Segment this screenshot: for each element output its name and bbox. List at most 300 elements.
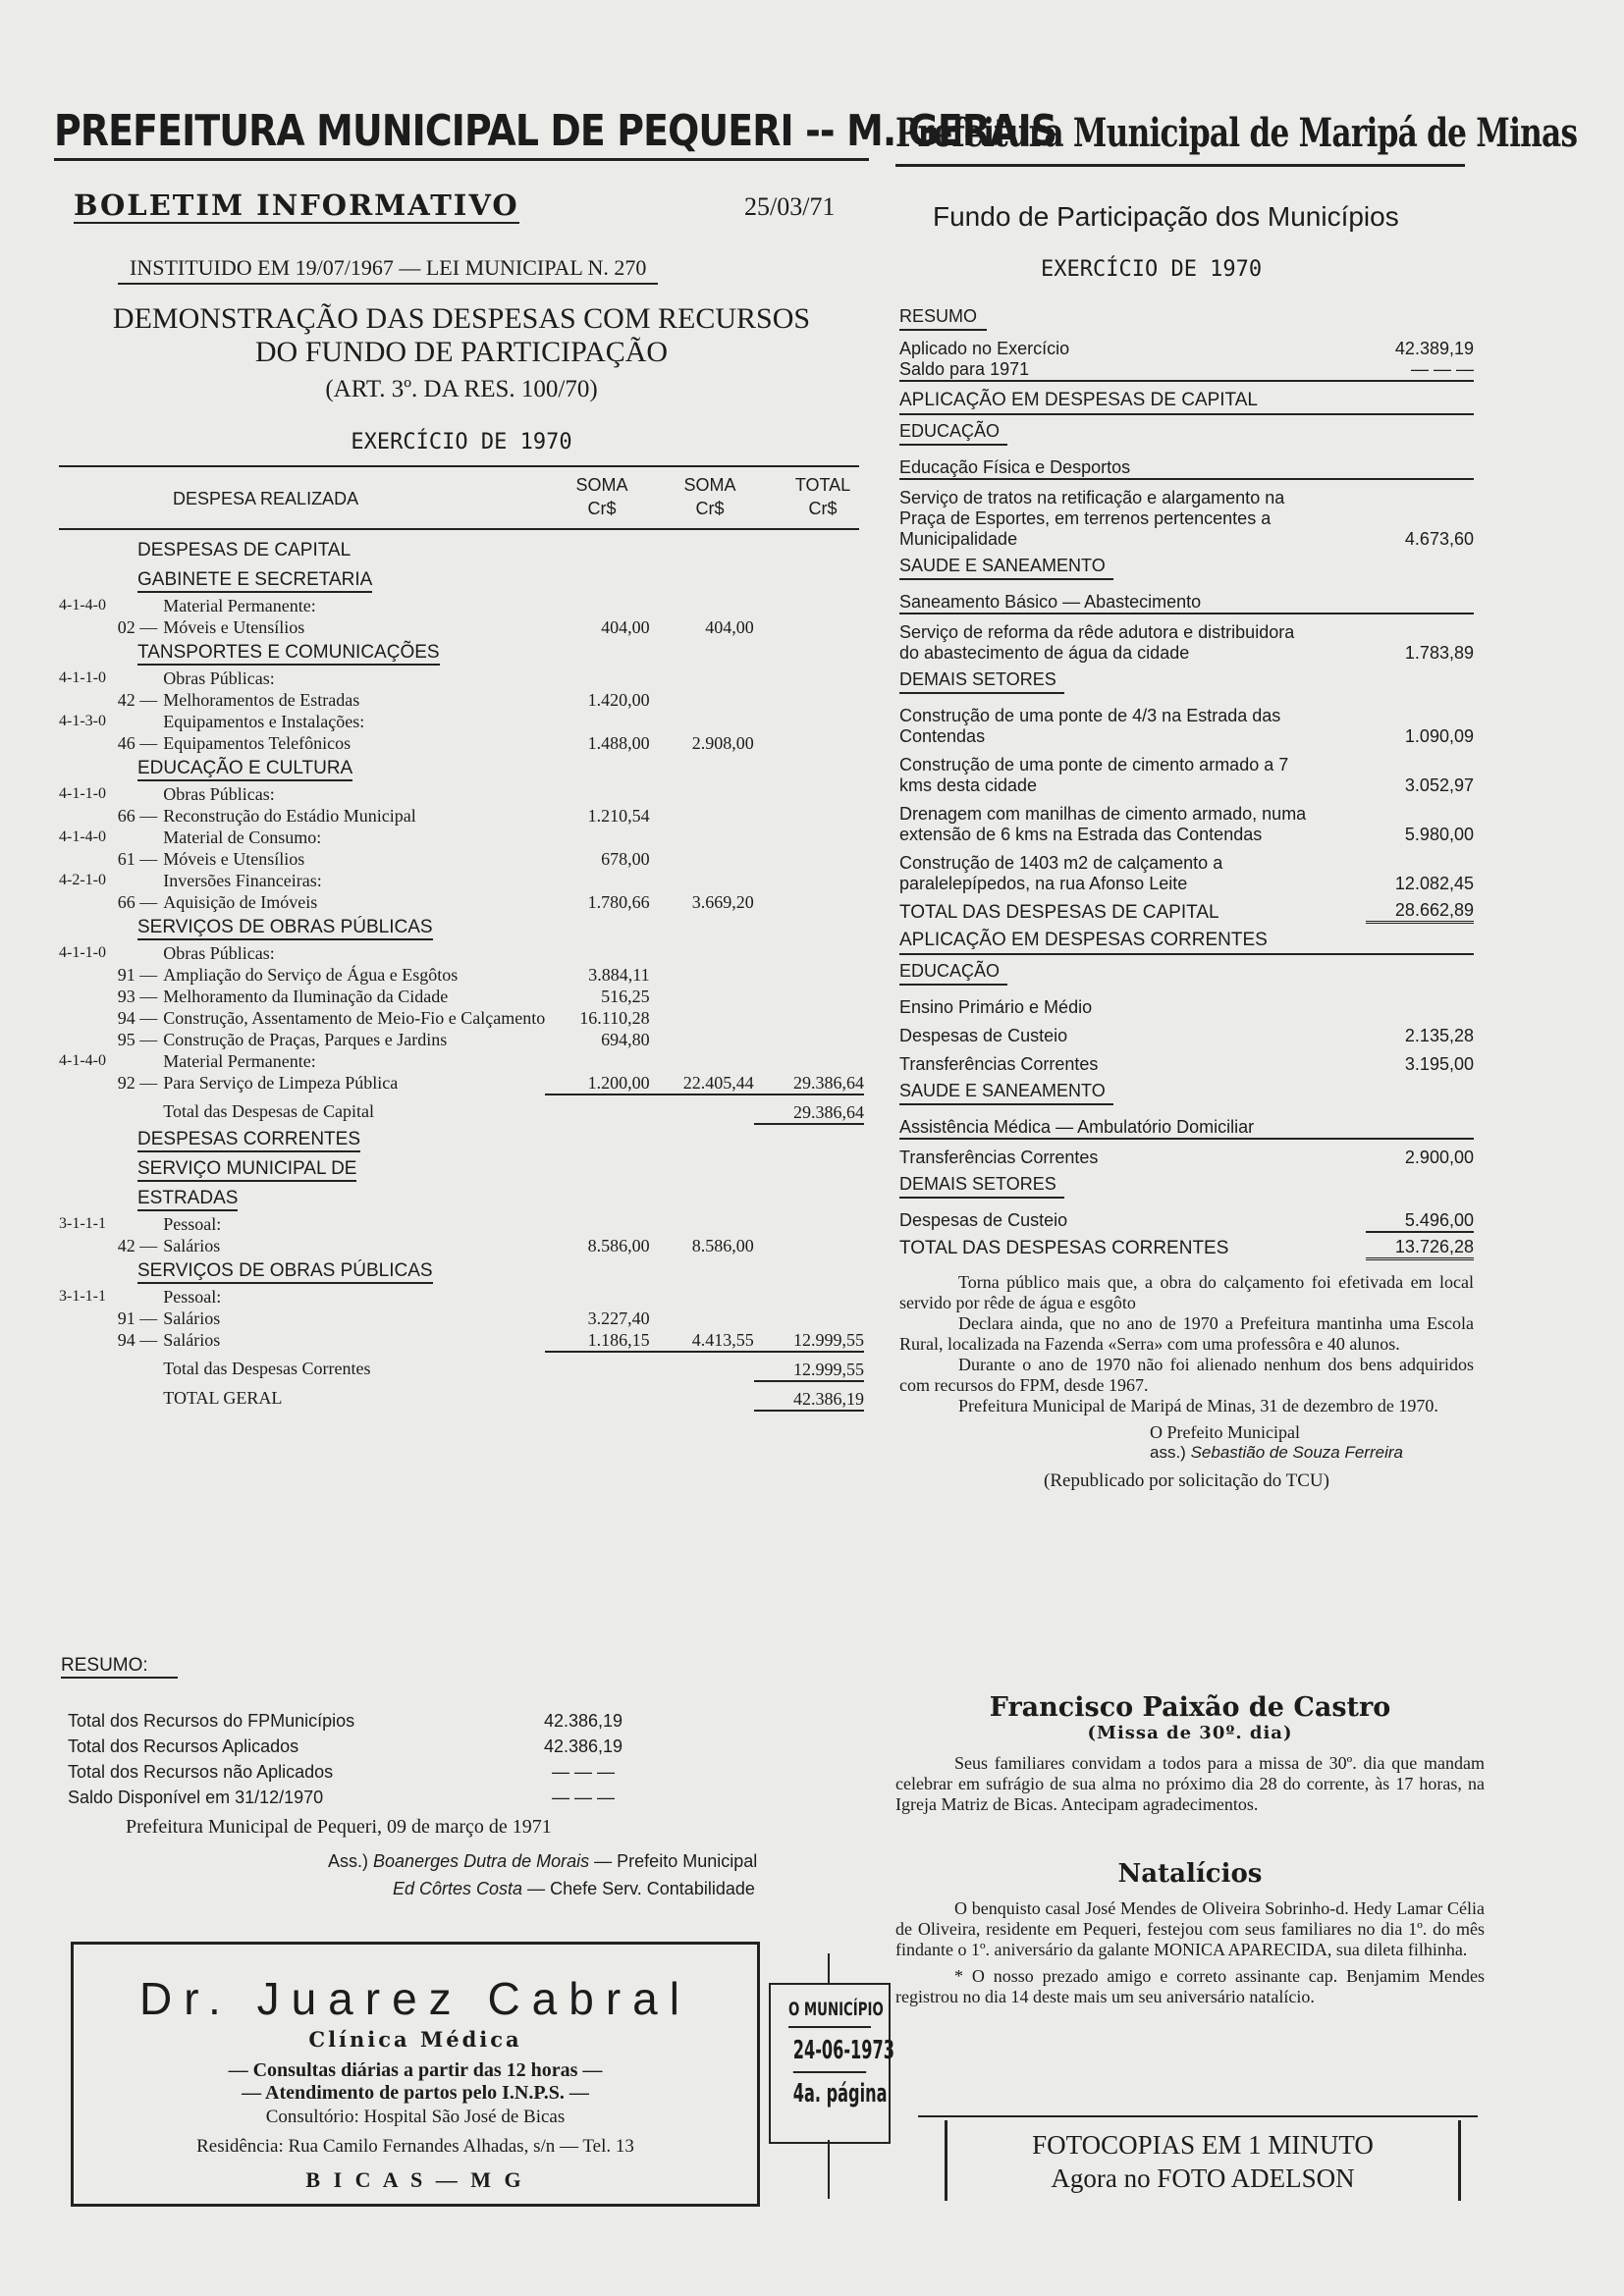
stamp-line-bottom bbox=[828, 2140, 830, 2199]
expense-table bbox=[59, 536, 864, 1412]
expense-num bbox=[113, 1095, 163, 1124]
expense-a3 bbox=[754, 732, 864, 754]
expense-row bbox=[59, 1007, 864, 1029]
expense-a3: 42.386,19 bbox=[754, 1381, 864, 1411]
expense-code bbox=[59, 1329, 113, 1352]
expense-row bbox=[59, 783, 864, 805]
foto-ad bbox=[945, 2120, 1461, 2201]
right-item-row bbox=[899, 698, 1474, 747]
expense-num bbox=[113, 711, 163, 732]
clinic-subtitle: Clínica Médica bbox=[308, 2027, 522, 2052]
resumo-row bbox=[67, 1759, 656, 1785]
obituary-sub: (Missa de 30º. dia) bbox=[1087, 1723, 1293, 1743]
expense-a2 bbox=[650, 827, 754, 848]
saldo-label: Saldo para 1971 bbox=[899, 359, 1366, 381]
total-capital-label: TOTAL DAS DESPESAS DE CAPITAL bbox=[899, 901, 1219, 923]
expense-desc: Equipamentos Telefônicos bbox=[163, 733, 352, 753]
right-item-value: 1.090,09 bbox=[1404, 726, 1474, 746]
expense-a1 bbox=[545, 870, 649, 891]
right-item-text: Transferências Correntes bbox=[899, 1148, 1099, 1167]
expense-a1: 3.227,40 bbox=[587, 1308, 650, 1328]
expense-a1: 3.884,11 bbox=[588, 965, 650, 985]
expense-a3 bbox=[754, 689, 864, 711]
section-heading-cell bbox=[59, 754, 864, 783]
expense-a1 bbox=[545, 595, 649, 616]
expense-a1: 404,00 bbox=[601, 617, 650, 637]
expense-num bbox=[113, 595, 163, 616]
right-item-row bbox=[899, 1202, 1474, 1231]
right-paragraphs bbox=[899, 1272, 1474, 1416]
section-heading-cell bbox=[59, 638, 864, 667]
expense-code bbox=[59, 1095, 113, 1124]
col-soma-1 bbox=[568, 473, 636, 520]
capital-heading: APLICAÇÃO EM DESPESAS DE CAPITAL bbox=[899, 384, 1474, 415]
col-soma-2-unit: Cr$ bbox=[695, 499, 725, 518]
expense-desc: Obras Públicas: bbox=[163, 943, 275, 963]
expense-desc: Material Permanente: bbox=[163, 1051, 316, 1071]
expense-desc: Obras Públicas: bbox=[163, 668, 275, 688]
resumo-value-cell: — — — bbox=[551, 1762, 615, 1782]
right-item-row bbox=[899, 584, 1474, 614]
right-item-text: Construção de uma ponte de 4/3 na Estrada das Contendas bbox=[899, 706, 1281, 746]
expense-code bbox=[59, 1308, 113, 1329]
expense-num bbox=[113, 827, 163, 848]
expense-a2 bbox=[650, 1029, 754, 1050]
clinic-name: Dr. Juarez Cabral bbox=[139, 1973, 691, 2024]
expense-desc: Salários bbox=[163, 1308, 221, 1328]
left-place-date: Prefeitura Municipal de Pequeri, 09 de março de 1971 bbox=[126, 1816, 552, 1838]
expense-a1: 8.586,00 bbox=[587, 1236, 650, 1255]
expense-code bbox=[59, 848, 113, 870]
saldo-value: — — — bbox=[1366, 359, 1474, 381]
expense-desc: Total das Despesas Correntes bbox=[163, 1359, 371, 1378]
expense-a3 bbox=[754, 891, 864, 913]
expense-row bbox=[59, 1072, 864, 1095]
col-soma-2-label: SOMA bbox=[683, 475, 736, 495]
right-item-row bbox=[899, 1046, 1474, 1075]
expense-row bbox=[59, 1050, 864, 1072]
expense-a2: 4.413,55 bbox=[650, 1329, 754, 1352]
section-heading-cell bbox=[59, 536, 864, 565]
clinic-line-2: — Atendimento de partos pelo I.N.P.S. — bbox=[242, 2082, 589, 2104]
right-section-title: EDUCAÇÃO bbox=[899, 415, 1007, 446]
expense-row bbox=[59, 1213, 864, 1235]
expense-a2 bbox=[650, 783, 754, 805]
expense-a2 bbox=[650, 1381, 754, 1411]
right-item-value: 1.783,89 bbox=[1404, 643, 1474, 663]
section-heading-cell bbox=[59, 565, 864, 595]
expense-code bbox=[59, 964, 113, 986]
right-item-row bbox=[899, 479, 1474, 550]
expense-num: 92 — bbox=[117, 1073, 158, 1093]
col-total bbox=[784, 473, 862, 520]
expense-code bbox=[59, 986, 113, 1007]
expense-a1 bbox=[545, 942, 649, 964]
expense-a1: 678,00 bbox=[601, 849, 650, 869]
expense-desc: Obras Públicas: bbox=[163, 784, 275, 804]
section-heading-text: SERVIÇOS DE OBRAS PÚBLICAS bbox=[137, 917, 433, 940]
expense-a1: 1.200,00 bbox=[545, 1072, 649, 1095]
right-item-text: Serviço de tratos na retificação e alargamento na Praça de Esportes, em terrenos pertencentes a Municipalidade bbox=[899, 488, 1285, 549]
aplicado-value: 42.389,19 bbox=[1394, 339, 1474, 358]
expense-a3 bbox=[754, 711, 864, 732]
expense-a3 bbox=[754, 964, 864, 986]
expense-row bbox=[59, 689, 864, 711]
col-soma-2 bbox=[676, 473, 744, 520]
expense-row bbox=[59, 1235, 864, 1256]
saldo-row bbox=[899, 359, 1474, 381]
section-heading bbox=[59, 1184, 864, 1213]
expense-a3 bbox=[754, 1050, 864, 1072]
expense-a1: 1.210,54 bbox=[587, 806, 650, 826]
col-soma-1-unit: Cr$ bbox=[587, 499, 617, 518]
title-line-1: DEMONSTRAÇÃO DAS DESPESAS COM RECURSOS bbox=[112, 302, 811, 335]
resumo-value-cell: 42.386,19 bbox=[543, 1736, 623, 1756]
expense-a2: 8.586,00 bbox=[691, 1236, 754, 1255]
section-heading-text: DESPESAS CORRENTES bbox=[137, 1129, 360, 1152]
expense-code: 4-1-4-0 bbox=[59, 828, 106, 845]
section-heading-text: ESTRADAS bbox=[137, 1188, 238, 1211]
clinic-line-1: — Consultas diárias a partir das 12 horas — bbox=[228, 2059, 603, 2081]
foto-ad-topline bbox=[918, 2115, 1478, 2117]
expense-num bbox=[113, 783, 163, 805]
expense-row bbox=[59, 986, 864, 1007]
right-item-value bbox=[1366, 450, 1474, 479]
expense-a1 bbox=[545, 711, 649, 732]
expense-code bbox=[59, 1029, 113, 1050]
boletim-date: 25/03/71 bbox=[744, 192, 836, 221]
expense-desc: Salários bbox=[163, 1236, 221, 1255]
republicado: (Republicado por solicitação do TCU) bbox=[1044, 1469, 1329, 1491]
expense-num bbox=[113, 870, 163, 891]
right-item-value bbox=[1366, 1109, 1474, 1139]
expense-a1 bbox=[545, 667, 649, 689]
expense-a3: 12.999,55 bbox=[754, 1329, 864, 1352]
sig-2-role: — Chefe Serv. Contabilidade bbox=[527, 1879, 755, 1898]
pequeri-masthead: PREFEITURA MUNICIPAL DE PEQUERI -- M. GERAIS bbox=[54, 106, 1057, 156]
expense-code: 4-2-1-0 bbox=[59, 872, 106, 888]
expense-a1 bbox=[545, 1050, 649, 1072]
expense-desc: TOTAL GERAL bbox=[163, 1388, 283, 1408]
expense-num: 95 — bbox=[117, 1030, 158, 1049]
right-masthead-rule bbox=[895, 164, 1465, 167]
expense-row bbox=[59, 667, 864, 689]
section-heading-cell bbox=[59, 1184, 864, 1213]
expense-num: 42 — bbox=[117, 1236, 158, 1255]
section-heading-text: SERVIÇOS DE OBRAS PÚBLICAS bbox=[137, 1260, 433, 1284]
expense-a3: 29.386,64 bbox=[754, 1095, 864, 1124]
expense-desc: Pessoal: bbox=[163, 1214, 222, 1234]
expense-code: 4-1-1-0 bbox=[59, 669, 106, 686]
section-heading-cell bbox=[59, 1154, 864, 1184]
sig-2-name: Ed Côrtes Costa bbox=[393, 1879, 523, 1898]
expense-code: 4-1-4-0 bbox=[59, 597, 106, 614]
expense-num: 66 — bbox=[117, 892, 158, 912]
expense-code bbox=[59, 1007, 113, 1029]
right-section-title: DEMAIS SETORES bbox=[899, 664, 1064, 694]
right-item-text: Educação Física e Desportos bbox=[899, 450, 1366, 479]
clinic-ad bbox=[71, 1942, 760, 2207]
expense-a1 bbox=[545, 1352, 649, 1381]
foto-line-2: Agora no FOTO ADELSON bbox=[1051, 2163, 1355, 2193]
expense-num bbox=[113, 1381, 163, 1411]
right-item-text: Assistência Médica — Ambulatório Domiciliar bbox=[899, 1109, 1366, 1139]
expense-a1: 694,80 bbox=[601, 1030, 650, 1049]
masthead-rule bbox=[54, 158, 869, 161]
expense-a2: 404,00 bbox=[705, 617, 754, 637]
expense-a3 bbox=[754, 805, 864, 827]
expense-row bbox=[59, 1286, 864, 1308]
expense-a2 bbox=[650, 1213, 754, 1235]
expense-row bbox=[59, 732, 864, 754]
correntes-sections bbox=[899, 955, 1474, 1231]
resumo-row bbox=[67, 1785, 656, 1810]
right-item-row bbox=[899, 1109, 1474, 1139]
expense-code bbox=[59, 891, 113, 913]
expense-desc: Equipamentos e Instalações: bbox=[163, 712, 365, 731]
expense-num bbox=[113, 667, 163, 689]
section-heading bbox=[59, 1154, 864, 1184]
capital-sections bbox=[899, 415, 1474, 894]
correntes-heading: APLICAÇÃO EM DESPESAS CORRENTES bbox=[899, 924, 1474, 955]
expense-a1 bbox=[545, 1095, 649, 1124]
expense-a3: 29.386,64 bbox=[754, 1072, 864, 1095]
right-exercicio: EXERCÍCIO DE 1970 bbox=[1041, 257, 1263, 282]
expense-row bbox=[59, 891, 864, 913]
expense-a3: 12.999,55 bbox=[754, 1352, 864, 1381]
right-item-row bbox=[899, 614, 1474, 664]
right-item-value: 3.195,00 bbox=[1404, 1054, 1474, 1074]
clinic-line-5: B I C A S — M G bbox=[305, 2167, 525, 2192]
maripa-masthead: Prefeitura Municipal de Maripá de Minas bbox=[895, 110, 1578, 156]
right-item-row bbox=[899, 989, 1474, 1018]
expense-row bbox=[59, 942, 864, 964]
section-heading bbox=[59, 1124, 864, 1154]
expense-num: 93 — bbox=[117, 987, 158, 1006]
expense-a3 bbox=[754, 1213, 864, 1235]
right-item-value: 2.900,00 bbox=[1404, 1148, 1474, 1167]
section-heading-text: SERVIÇO MUNICIPAL DE bbox=[137, 1158, 356, 1182]
expense-desc: Total das Despesas de Capital bbox=[163, 1101, 374, 1121]
expense-a2: 2.908,00 bbox=[691, 733, 754, 753]
right-item-text: Serviço de reforma da rêde adutora e distribuidora do abastecimento de água da cidade bbox=[899, 622, 1295, 663]
expense-num: 42 — bbox=[117, 690, 158, 710]
total-correntes-value: 13.726,28 bbox=[1366, 1232, 1474, 1258]
stamp-page: 4a. página bbox=[792, 2079, 888, 2109]
expense-num: 46 — bbox=[117, 733, 158, 753]
instituido: INSTITUIDO EM 19/07/1967 — LEI MUNICIPAL N. 270 bbox=[118, 255, 658, 285]
expense-row bbox=[59, 1308, 864, 1329]
left-sig-2 bbox=[393, 1879, 755, 1899]
expense-code bbox=[59, 805, 113, 827]
paragraph-3: Durante o ano de 1970 não foi alienado nenhum dos bens adquiridos com recursos do FPM, desde 1967. bbox=[899, 1354, 1474, 1395]
right-section-title: SAUDE E SANEAMENTO bbox=[899, 1075, 1113, 1105]
expense-num: 94 — bbox=[117, 1008, 158, 1028]
expense-a2 bbox=[650, 667, 754, 689]
expense-row bbox=[59, 616, 864, 638]
right-item-text: Ensino Primário e Médio bbox=[899, 997, 1093, 1017]
expense-a2 bbox=[650, 848, 754, 870]
section-heading-cell bbox=[59, 913, 864, 942]
right-item-text: Construção de uma ponte de cimento armado a 7 kms desta cidade bbox=[899, 755, 1289, 795]
resumo-label-cell: Total dos Recursos Aplicados bbox=[68, 1736, 299, 1756]
resumo-list bbox=[67, 1708, 656, 1810]
expense-desc: Inversões Financeiras: bbox=[163, 871, 322, 890]
expense-a3 bbox=[754, 870, 864, 891]
expense-num: 02 — bbox=[117, 617, 158, 637]
col-total-unit: Cr$ bbox=[808, 499, 838, 518]
right-item-row bbox=[899, 1139, 1474, 1168]
expense-a3 bbox=[754, 827, 864, 848]
expense-a3 bbox=[754, 848, 864, 870]
expense-num: 66 — bbox=[117, 806, 158, 826]
expense-code bbox=[59, 732, 113, 754]
left-sig-1 bbox=[328, 1851, 757, 1872]
doc-title bbox=[54, 302, 869, 406]
expense-a1: 1.780,66 bbox=[587, 892, 650, 912]
right-section-title: EDUCAÇÃO bbox=[899, 955, 1007, 986]
right-sig bbox=[1150, 1443, 1474, 1463]
expense-row bbox=[59, 1381, 864, 1411]
expense-row bbox=[59, 805, 864, 827]
aplicado-row bbox=[899, 339, 1474, 359]
expense-a1 bbox=[545, 783, 649, 805]
table-header bbox=[59, 465, 859, 530]
expense-a2 bbox=[650, 711, 754, 732]
expense-num bbox=[113, 1050, 163, 1072]
expense-desc: Móveis e Utensílios bbox=[163, 617, 305, 637]
right-item-row bbox=[899, 1018, 1474, 1046]
right-item-text: Despesas de Custeio bbox=[899, 1210, 1068, 1230]
right-item-text: Drenagem com manilhas de cimento armado, numa extensão de 6 kms na Estrada das Contendas bbox=[899, 804, 1307, 844]
expense-a2 bbox=[650, 1007, 754, 1029]
right-masthead-wrap bbox=[895, 110, 1578, 167]
clinic-line-3: Consultório: Hospital São José de Bicas bbox=[265, 2107, 566, 2127]
natalicios bbox=[895, 1859, 1485, 2007]
expense-a2 bbox=[650, 805, 754, 827]
expense-num: 61 — bbox=[117, 849, 158, 869]
expense-a3 bbox=[754, 616, 864, 638]
right-item-text: Transferências Correntes bbox=[899, 1054, 1099, 1074]
resumo-label: RESUMO: bbox=[61, 1655, 178, 1679]
total-correntes-label: TOTAL DAS DESPESAS CORRENTES bbox=[899, 1238, 1229, 1258]
total-correntes-row bbox=[899, 1232, 1474, 1258]
expense-code bbox=[59, 1235, 113, 1256]
total-capital-row bbox=[899, 894, 1474, 923]
right-sig-role: O Prefeito Municipal bbox=[1150, 1421, 1300, 1442]
sig-1-role: — Prefeito Municipal bbox=[594, 1851, 758, 1871]
expense-desc: Ampliação do Serviço de Água e Esgôtos bbox=[163, 965, 459, 985]
resumo-value-cell: 42.386,19 bbox=[543, 1711, 623, 1731]
expense-a2 bbox=[650, 870, 754, 891]
expense-desc: Material de Consumo: bbox=[163, 828, 322, 847]
expense-a2 bbox=[650, 942, 754, 964]
expense-desc: Salários bbox=[163, 1330, 221, 1350]
expense-desc: Aquisição de Imóveis bbox=[163, 892, 318, 912]
section-heading bbox=[59, 565, 864, 595]
expense-row bbox=[59, 848, 864, 870]
expense-code: 3-1-1-1 bbox=[59, 1215, 106, 1232]
expense-code: 3-1-1-1 bbox=[59, 1288, 106, 1305]
right-section-title: DEMAIS SETORES bbox=[899, 1168, 1064, 1199]
right-item-text: Construção de 1403 m2 de calçamento a paralelepípedos, na rua Afonso Leite bbox=[899, 853, 1223, 893]
expense-a2 bbox=[650, 1352, 754, 1381]
expense-a2 bbox=[650, 595, 754, 616]
right-item-value: 5.496,00 bbox=[1404, 1210, 1474, 1230]
expense-code bbox=[59, 1072, 113, 1095]
right-sig-name: Sebastião de Souza Ferreira bbox=[1190, 1442, 1403, 1462]
stamp-title: O MUNICÍPIO bbox=[788, 1999, 871, 2028]
expense-a2 bbox=[650, 1095, 754, 1124]
expense-a1 bbox=[545, 827, 649, 848]
expense-desc: Pessoal: bbox=[163, 1287, 222, 1307]
expense-num bbox=[113, 1286, 163, 1308]
expense-desc: Melhoramentos de Estradas bbox=[163, 690, 360, 710]
right-item-row bbox=[899, 796, 1474, 845]
left-masthead bbox=[54, 106, 1057, 161]
paragraph-2: Declara ainda, que no ano de 1970 a Prefeitura mantinha uma Escola Rural, localizada na Fazenda «Serra» com uma professôra e 40 alunos. bbox=[899, 1312, 1474, 1354]
clinic-line-4: Residência: Rua Camilo Fernandes Alhadas, s/n — Tel. 13 bbox=[196, 2136, 634, 2157]
col-soma-1-label: SOMA bbox=[575, 475, 628, 495]
left-exercicio: EXERCÍCIO DE 1970 bbox=[351, 430, 572, 454]
section-heading-cell bbox=[59, 1256, 864, 1286]
boletim-title: BOLETIM INFORMATIVO bbox=[74, 188, 519, 222]
expense-code: 4-1-4-0 bbox=[59, 1052, 106, 1069]
expense-code bbox=[59, 1381, 113, 1411]
expense-a1 bbox=[545, 1381, 649, 1411]
expense-a1 bbox=[545, 1213, 649, 1235]
foto-line-1: FOTOCOPIAS EM 1 MINUTO bbox=[1032, 2130, 1374, 2160]
expense-a1: 516,25 bbox=[601, 987, 650, 1006]
expense-a1: 1.488,00 bbox=[587, 733, 650, 753]
expense-desc: Para Serviço de Limpeza Pública bbox=[163, 1073, 399, 1093]
right-section-title: SAUDE E SANEAMENTO bbox=[899, 550, 1113, 580]
section-heading-cell bbox=[59, 1124, 864, 1154]
natalicios-p1: O benquisto casal José Mendes de Oliveira Sobrinho-d. Hedy Lamar Célia de Oliveira, residente em Pequeri, festejou com seus familiares no dia 1º. do mês findante o 1º. aniversário da galante MONICA APARECIDA, sua dileta filhinha. bbox=[895, 1898, 1485, 1959]
right-item-text: Despesas de Custeio bbox=[899, 1026, 1068, 1045]
right-item-text: Saneamento Básico — Abastecimento bbox=[899, 584, 1366, 614]
paragraph-4: Prefeitura Municipal de Maripá de Minas, 31 de dezembro de 1970. bbox=[958, 1395, 1438, 1415]
expense-num bbox=[113, 1352, 163, 1381]
expense-desc: Construção, Assentamento de Meio-Fio e Calçamento bbox=[163, 1008, 546, 1028]
expense-code: 4-1-3-0 bbox=[59, 713, 106, 729]
obituary-name: Francisco Paixão de Castro bbox=[989, 1692, 1391, 1723]
expense-a3 bbox=[754, 1286, 864, 1308]
expense-a3 bbox=[754, 595, 864, 616]
section-heading bbox=[59, 913, 864, 942]
resumo-row bbox=[67, 1734, 656, 1759]
natalicios-p2: * O nosso prezado amigo e correto assinante cap. Benjamim Mendes registrou no dia 14 deste mais um seu aniversário natalício. bbox=[895, 1966, 1485, 2006]
expense-a2 bbox=[650, 986, 754, 1007]
expense-a2: 3.669,20 bbox=[691, 892, 754, 912]
aplicado-label: Aplicado no Exercício bbox=[899, 339, 1070, 358]
section-heading bbox=[59, 536, 864, 565]
expense-num: 91 — bbox=[117, 965, 158, 985]
expense-row bbox=[59, 711, 864, 732]
expense-code bbox=[59, 1352, 113, 1381]
expense-a2 bbox=[650, 1050, 754, 1072]
expense-num: 91 — bbox=[117, 1308, 158, 1328]
expense-a2: 22.405,44 bbox=[650, 1072, 754, 1095]
right-sig-prefix: ass.) bbox=[1150, 1442, 1186, 1462]
section-heading-text: EDUCAÇÃO E CULTURA bbox=[137, 758, 352, 781]
section-heading bbox=[59, 638, 864, 667]
obituary-text: Seus familiares convidam a todos para a missa de 30º. dia que mandam celebrar em sufrágio de sua alma no próximo dia 28 do corrente, às 17 horas, na Igreja Matriz de Bicas. Antecipam agradecimentos. bbox=[895, 1753, 1485, 1814]
expense-a3 bbox=[754, 942, 864, 964]
title-line-2: DO FUNDO DE PARTICIPAÇÃO bbox=[254, 336, 669, 368]
section-heading-text: DESPESAS DE CAPITAL bbox=[137, 540, 352, 561]
expense-desc: Material Permanente: bbox=[163, 596, 316, 615]
